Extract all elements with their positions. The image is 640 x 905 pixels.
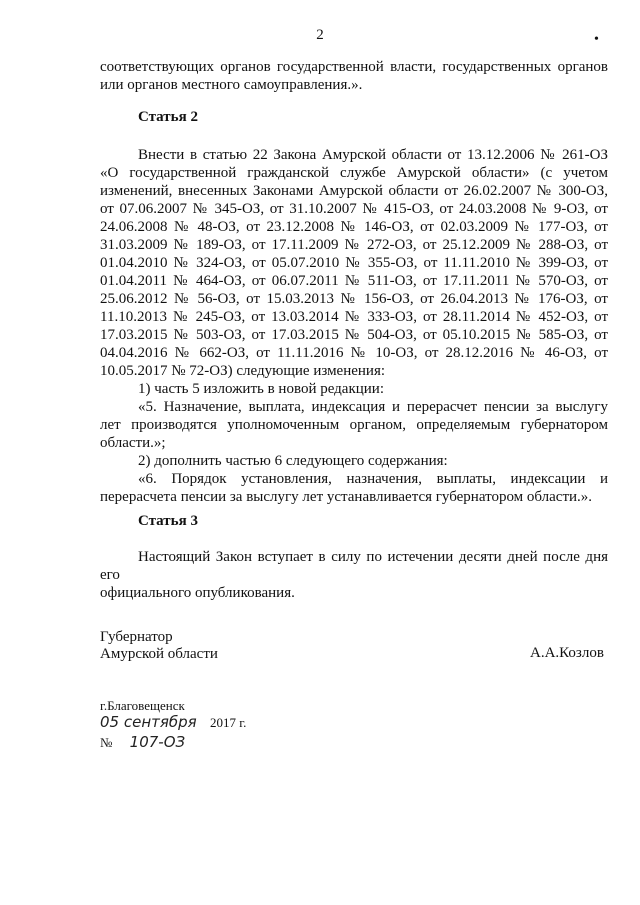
- quote-1-line: области.»;: [100, 435, 166, 451]
- position-line: Амурской области: [100, 646, 218, 662]
- article-2-title: Статья 2: [138, 109, 198, 125]
- body-line: 24.06.2008 № 48-ОЗ, от 23.12.2008 № 146-ОЗ, от 02.03.2009 № 177-ОЗ, от: [100, 219, 608, 235]
- handwritten-date: 05 сентября: [100, 713, 197, 731]
- signatory-name: А.А.Козлов: [530, 645, 604, 661]
- article-3-title: Статья 3: [138, 513, 198, 529]
- signatory-position: [100, 629, 218, 663]
- quote-1-line: лет производятся уполномоченным органом, определяемым губернатором: [100, 417, 608, 433]
- item-2: 2) дополнить частью 6 следующего содержания:: [138, 453, 448, 469]
- body-line: от 07.06.2007 № 345-ОЗ, от 31.10.2007 № 415-ОЗ, от 24.03.2008 № 9-ОЗ, от: [100, 201, 608, 217]
- body-line: 31.03.2009 № 189-ОЗ, от 17.11.2009 № 272-ОЗ, от 25.12.2009 № 288-ОЗ, от: [100, 237, 608, 253]
- body-line: 10.05.2017 № 72-ОЗ) следующие изменения:: [100, 363, 386, 379]
- number-line: [100, 734, 246, 751]
- item-1: 1) часть 5 изложить в новой редакции:: [138, 381, 385, 397]
- quote-1-line: «5. Назначение, выплата, индексация и перерасчет пенсии за выслугу: [138, 399, 608, 415]
- body-line: изменений, внесенных Законами Амурской области от 26.02.2007 № 300-ОЗ,: [100, 183, 608, 199]
- article-3-body: [100, 548, 608, 602]
- page-number: 2: [316, 27, 324, 43]
- body-line: 01.04.2011 № 464-ОЗ, от 06.07.2011 № 511-ОЗ, от 17.11.2011 № 570-ОЗ, от: [100, 273, 608, 289]
- body-line: 17.03.2015 № 503-ОЗ, от 17.03.2015 № 504-ОЗ, от 05.10.2015 № 585-ОЗ, от: [100, 327, 608, 343]
- body-line: «О государственной гражданской службе Амурской области» (с учетом: [100, 165, 608, 181]
- body-line: 25.06.2012 № 56-ОЗ, от 15.03.2013 № 156-ОЗ, от 26.04.2013 № 176-ОЗ, от: [100, 291, 608, 307]
- place-date-block: [100, 697, 246, 751]
- position-line: Губернатор: [100, 629, 173, 645]
- scan-speck: •: [594, 32, 599, 47]
- body-line: Внести в статью 22 Закона Амурской области от 13.12.2006 № 261-ОЗ: [138, 147, 608, 163]
- quote-2-line: перерасчета пенсии за выслугу лет устанавливается губернатором области.».: [100, 489, 593, 505]
- date-line: [100, 714, 246, 731]
- article-2-body: [100, 146, 608, 506]
- city: г.Благовещенск: [100, 698, 185, 713]
- year: 2017 г.: [209, 715, 247, 730]
- body-line: официального опубликования.: [100, 585, 295, 601]
- intro-paragraph: [100, 58, 608, 94]
- body-line: 04.04.2016 № 662-ОЗ, от 11.11.2016 № 10-ОЗ, от 28.12.2016 № 46-ОЗ, от: [100, 345, 608, 361]
- quote-2-line: «6. Порядок установления, назначения, выплаты, индексации и: [138, 471, 608, 487]
- body-line: 01.04.2010 № 324-ОЗ, от 05.07.2010 № 355-ОЗ, от 11.11.2010 № 399-ОЗ, от: [100, 255, 608, 271]
- intro-line: или органов местного самоуправления.».: [100, 77, 363, 93]
- body-line: 11.10.2013 № 245-ОЗ, от 13.03.2014 № 333-ОЗ, от 28.11.2014 № 452-ОЗ, от: [100, 309, 608, 325]
- intro-line: соответствующих органов государственной власти, государственных органов: [100, 59, 608, 75]
- number-label: №: [100, 735, 113, 750]
- body-line: Настоящий Закон вступает в силу по истечении десяти дней после дня его: [100, 549, 608, 583]
- handwritten-number: 107-ОЗ: [129, 733, 186, 751]
